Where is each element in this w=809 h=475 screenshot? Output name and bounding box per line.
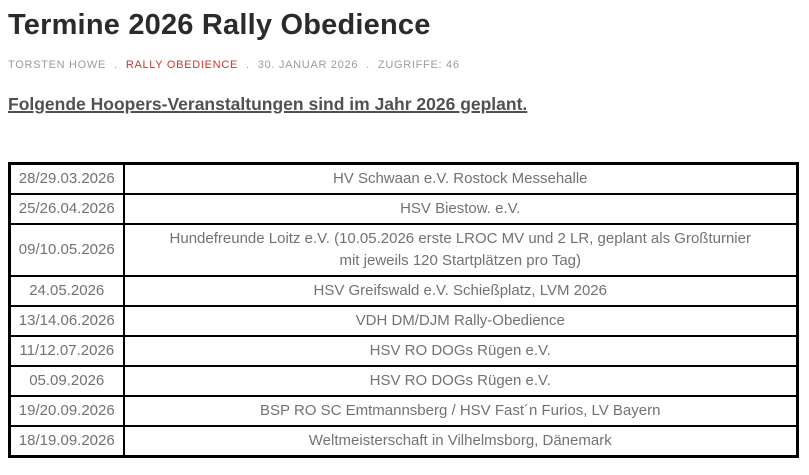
meta-separator: .	[366, 59, 370, 71]
event-date-cell: 28/29.03.2026	[10, 164, 124, 195]
meta-category-link[interactable]: RALLY OBEDIENCE	[125, 59, 238, 71]
event-date-cell: 24.05.2026	[10, 276, 124, 306]
table-row	[10, 194, 798, 224]
events-table	[8, 162, 799, 458]
event-name-cell: HSV Biestow. e.V.	[124, 194, 798, 224]
table-row	[10, 224, 798, 276]
table-row	[10, 396, 798, 426]
table-row	[10, 426, 798, 457]
meta-separator: .	[114, 59, 118, 71]
table-row	[10, 276, 798, 306]
meta-date: 30. JANUAR 2026	[257, 59, 359, 71]
event-name-cell: Hundefreunde Loitz e.V. (10.05.2026 erste LROC MV und 2 LR, geplant als Großturnier mit jeweils 120 Startplätzen pro Tag)	[124, 224, 798, 276]
event-date-cell: 18/19.09.2026	[10, 426, 124, 457]
table-row	[10, 336, 798, 366]
intro-text: Folgende Hoopers-Veranstaltungen sind im Jahr 2026 geplant.	[8, 94, 528, 114]
table-row	[10, 366, 798, 396]
page-title: Termine 2026 Rally Obedience	[8, 9, 431, 41]
event-name-cell: BSP RO SC Emtmannsberg / HSV Fast´n Furios, LV Bayern	[124, 396, 798, 426]
event-name-cell: HSV RO DOGs Rügen e.V.	[124, 366, 798, 396]
event-name-cell: Weltmeisterschaft in Vilhelmsborg, Dänemark	[124, 426, 798, 457]
event-name-cell: HV Schwaan e.V. Rostock Messehalle	[124, 164, 798, 195]
event-date-cell: 25/26.04.2026	[10, 194, 124, 224]
event-date-cell: 09/10.05.2026	[10, 224, 124, 276]
event-name-cell: HSV Greifswald e.V. Schießplatz, LVM 2026	[124, 276, 798, 306]
meta-author: TORSTEN HOWE	[8, 59, 107, 71]
article-meta	[8, 59, 801, 72]
meta-separator: .	[246, 59, 250, 71]
event-date-cell: 13/14.06.2026	[10, 306, 124, 336]
event-date-cell: 11/12.07.2026	[10, 336, 124, 366]
table-row	[10, 306, 798, 336]
meta-hits: ZUGRIFFE: 46	[377, 59, 460, 71]
event-name-cell: VDH DM/DJM Rally-Obedience	[124, 306, 798, 336]
table-row	[10, 164, 798, 195]
event-date-cell: 19/20.09.2026	[10, 396, 124, 426]
events-table-body	[10, 164, 798, 457]
event-date-cell: 05.09.2026	[10, 366, 124, 396]
event-name-cell: HSV RO DOGs Rügen e.V.	[124, 336, 798, 366]
